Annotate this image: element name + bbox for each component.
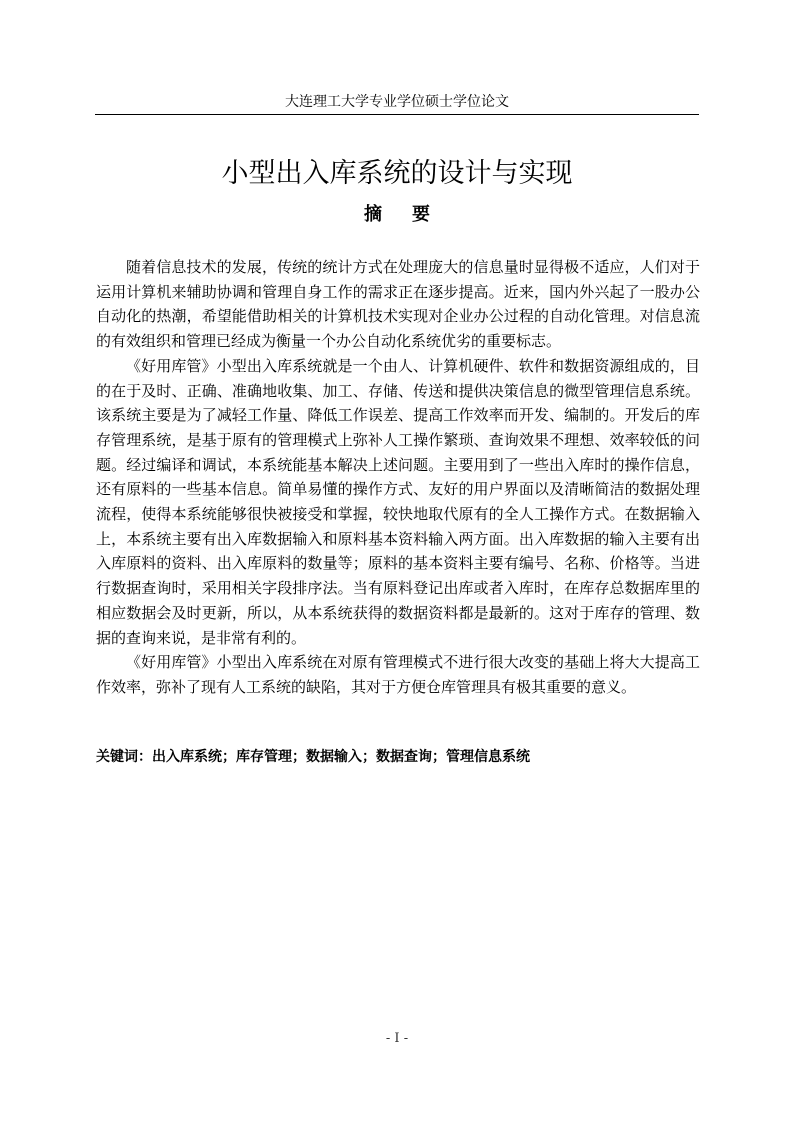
abstract-paragraph-3: 《好用库管》小型出入库系统在对原有管理模式不进行很大改变的基础上将大大提高工作效率，弥补了现有人工系统的缺陷，其对于方便仓库管理具有极其重要的意义。 [96,653,700,696]
abstract-body [96,255,700,700]
running-header [95,92,699,115]
keywords-line: 关键词：出入库系统；库存管理；数据输入；数据查询；管理信息系统 [96,749,530,765]
abstract-heading: 摘要 [364,204,460,225]
page-number: - I - [385,1031,409,1046]
document-title: 小型出入库系统的设计与实现 [221,158,573,189]
abstract-paragraph-1: 随着信息技术的发展，传统的统计方式在处理庞大的信息量时显得极不适应，人们对于运用计算机来辅助协调和管理自身工作的需求正在逐步提高。近来，国内外兴起了一股办公自动化的热潮，希望能借助相关的计算机技术实现对企业办公过程的自动化管理。对信息流的有效组织和管理已经成为衡量一个办公自动化系统优劣的重要标志。 [96,258,700,351]
abstract-paragraph-2: 《好用库管》小型出入库系统就是一个由人、计算机硬件、软件和数据资源组成的，目的在于及时、正确、准确地收集、加工、存储、传送和提供决策信息的微型管理信息系统。该系统主要是为了减轻工作量、降低工作误差、提高工作效率而开发、编制的。开发后的库存管理系统，是基于原有的管理模式上弥补人工操作繁琐、查询效果不理想、效率较低的问题。经过编译和调试，本系统能基本解决上述问题。主要用到了一些出入库时的操作信息，还有原料的一些基本信息。简单易懂的操作方式、友好的用户界面以及清晰简洁的数据处理流程，使得本系统能够很快被接受和掌握，较快地取代原有的全人工操作方式。在数据输入上，本系统主要有出入库数据输入和原料基本资料输入两方面。出入库数据的输入主要有出入库原料的资料、出入库原料的数量等；原料的基本资料主要有编号、名称、价格等。当进行数据查询时，采用相关字段排序法。当有原料登记出库或者入库时，在库存总数据库里的相应数据会及时更新，所以，从本系统获得的数据资料都是最新的。这对于库存的管理、数据的查询来说，是非常有利的。 [96,356,700,647]
running-header-text: 大连理工大学专业学位硕士学位论文 [285,94,509,110]
